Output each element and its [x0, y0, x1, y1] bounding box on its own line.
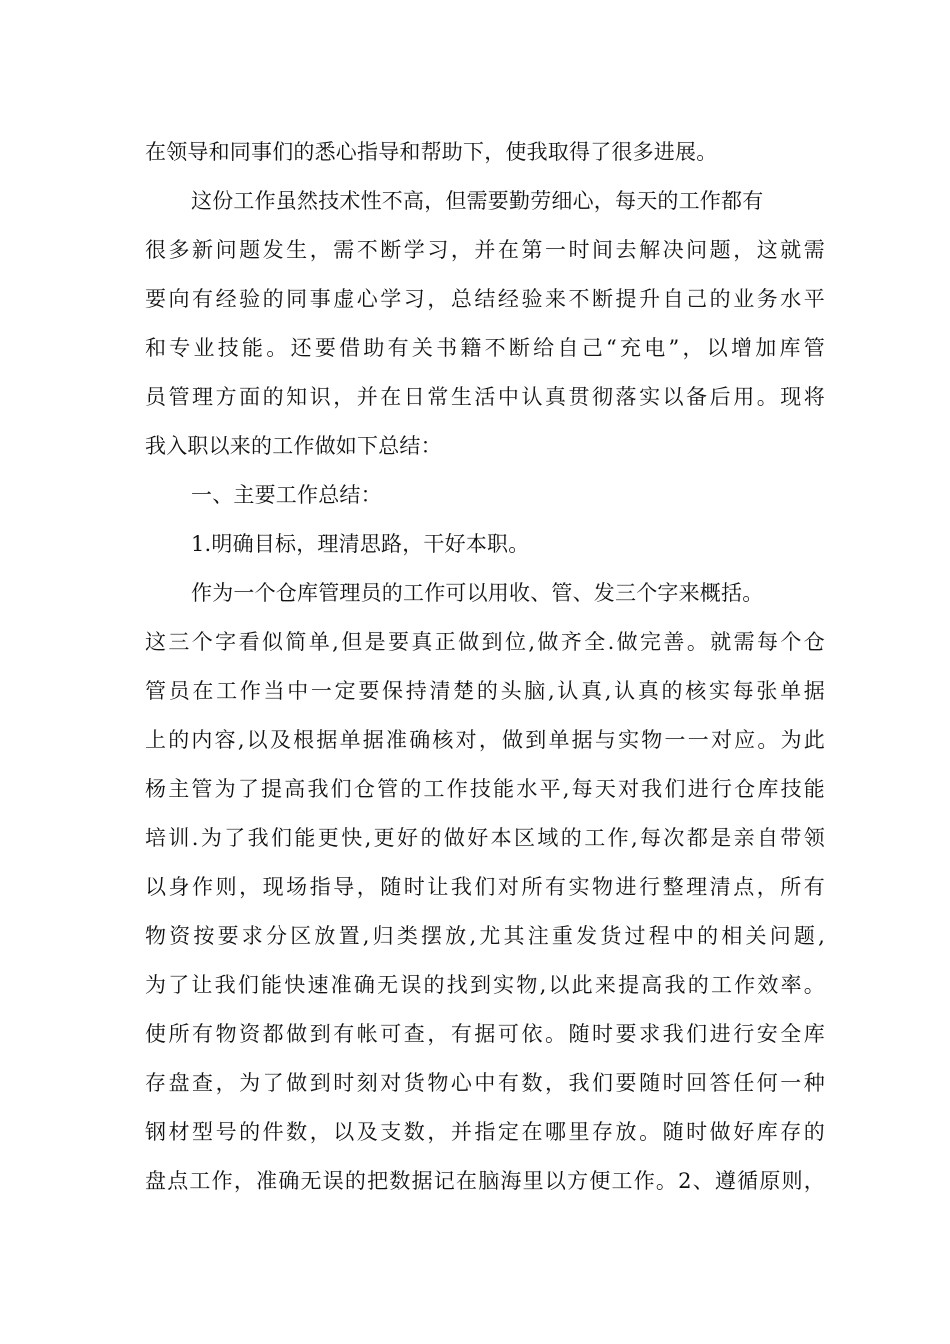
text-line: 管员在工作当中一定要保持清楚的头脑,认真,认真的核实每张单据: [145, 679, 825, 703]
text-line: 这份工作虽然技术性不高，但需要勤劳细心，每天的工作都有: [191, 189, 764, 213]
text-line: 和专业技能。还要借助有关书籍不断给自己“充电”，以增加库管: [145, 336, 825, 360]
text-line: 钢材型号的件数，以及支数，并指定在哪里存放。随时做好库存的: [145, 1120, 825, 1144]
text-line: 在领导和同事们的悉心指导和帮助下，使我取得了很多进展。: [145, 140, 718, 164]
text-line: 物资按要求分区放置,归类摆放,尤其注重发货过程中的相关问题,: [145, 924, 825, 948]
text-line: 要向有经验的同事虚心学习，总结经验来不断提升自己的业务水平: [145, 287, 825, 311]
text-line: 这三个字看似简单,但是要真正做到位,做齐全.做完善。就需每个仓: [145, 630, 825, 654]
text-line: 盘点工作，准确无误的把数据记在脑海里以方便工作。2、遵循原则，: [145, 1169, 825, 1193]
text-line: 使所有物资都做到有帐可查，有据可依。随时要求我们进行安全库: [145, 1022, 825, 1046]
text-line: 上的内容,以及根据单据准确核对，做到单据与实物一一对应。为此: [145, 728, 825, 752]
text-line: 为了让我们能快速准确无误的找到实物,以此来提高我的工作效率。: [145, 973, 825, 997]
text-line: 员管理方面的知识，并在日常生活中认真贯彻落实以备后用。现将: [145, 385, 825, 409]
text-line: 存盘查，为了做到时刻对货物心中有数，我们要随时回答任何一种: [145, 1071, 825, 1095]
text-line: 我入职以来的工作做如下总结：: [145, 434, 442, 458]
text-line: 作为一个仓库管理员的工作可以用收、管、发三个字来概括。: [191, 581, 764, 605]
text-line: 很多新问题发生，需不断学习，并在第一时间去解决问题，这就需: [145, 238, 825, 262]
text-line: 以身作则，现场指导，随时让我们对所有实物进行整理清点，所有: [145, 875, 825, 899]
text-line: 杨主管为了提高我们仓管的工作技能水平,每天对我们进行仓库技能: [145, 777, 825, 801]
subsection-heading: 1.明确目标，理清思路，干好本职。: [191, 532, 530, 556]
section-heading: 一、主要工作总结：: [191, 483, 382, 507]
text-line: 培训.为了我们能更快,更好的做好本区域的工作,每次都是亲自带领: [145, 826, 825, 850]
